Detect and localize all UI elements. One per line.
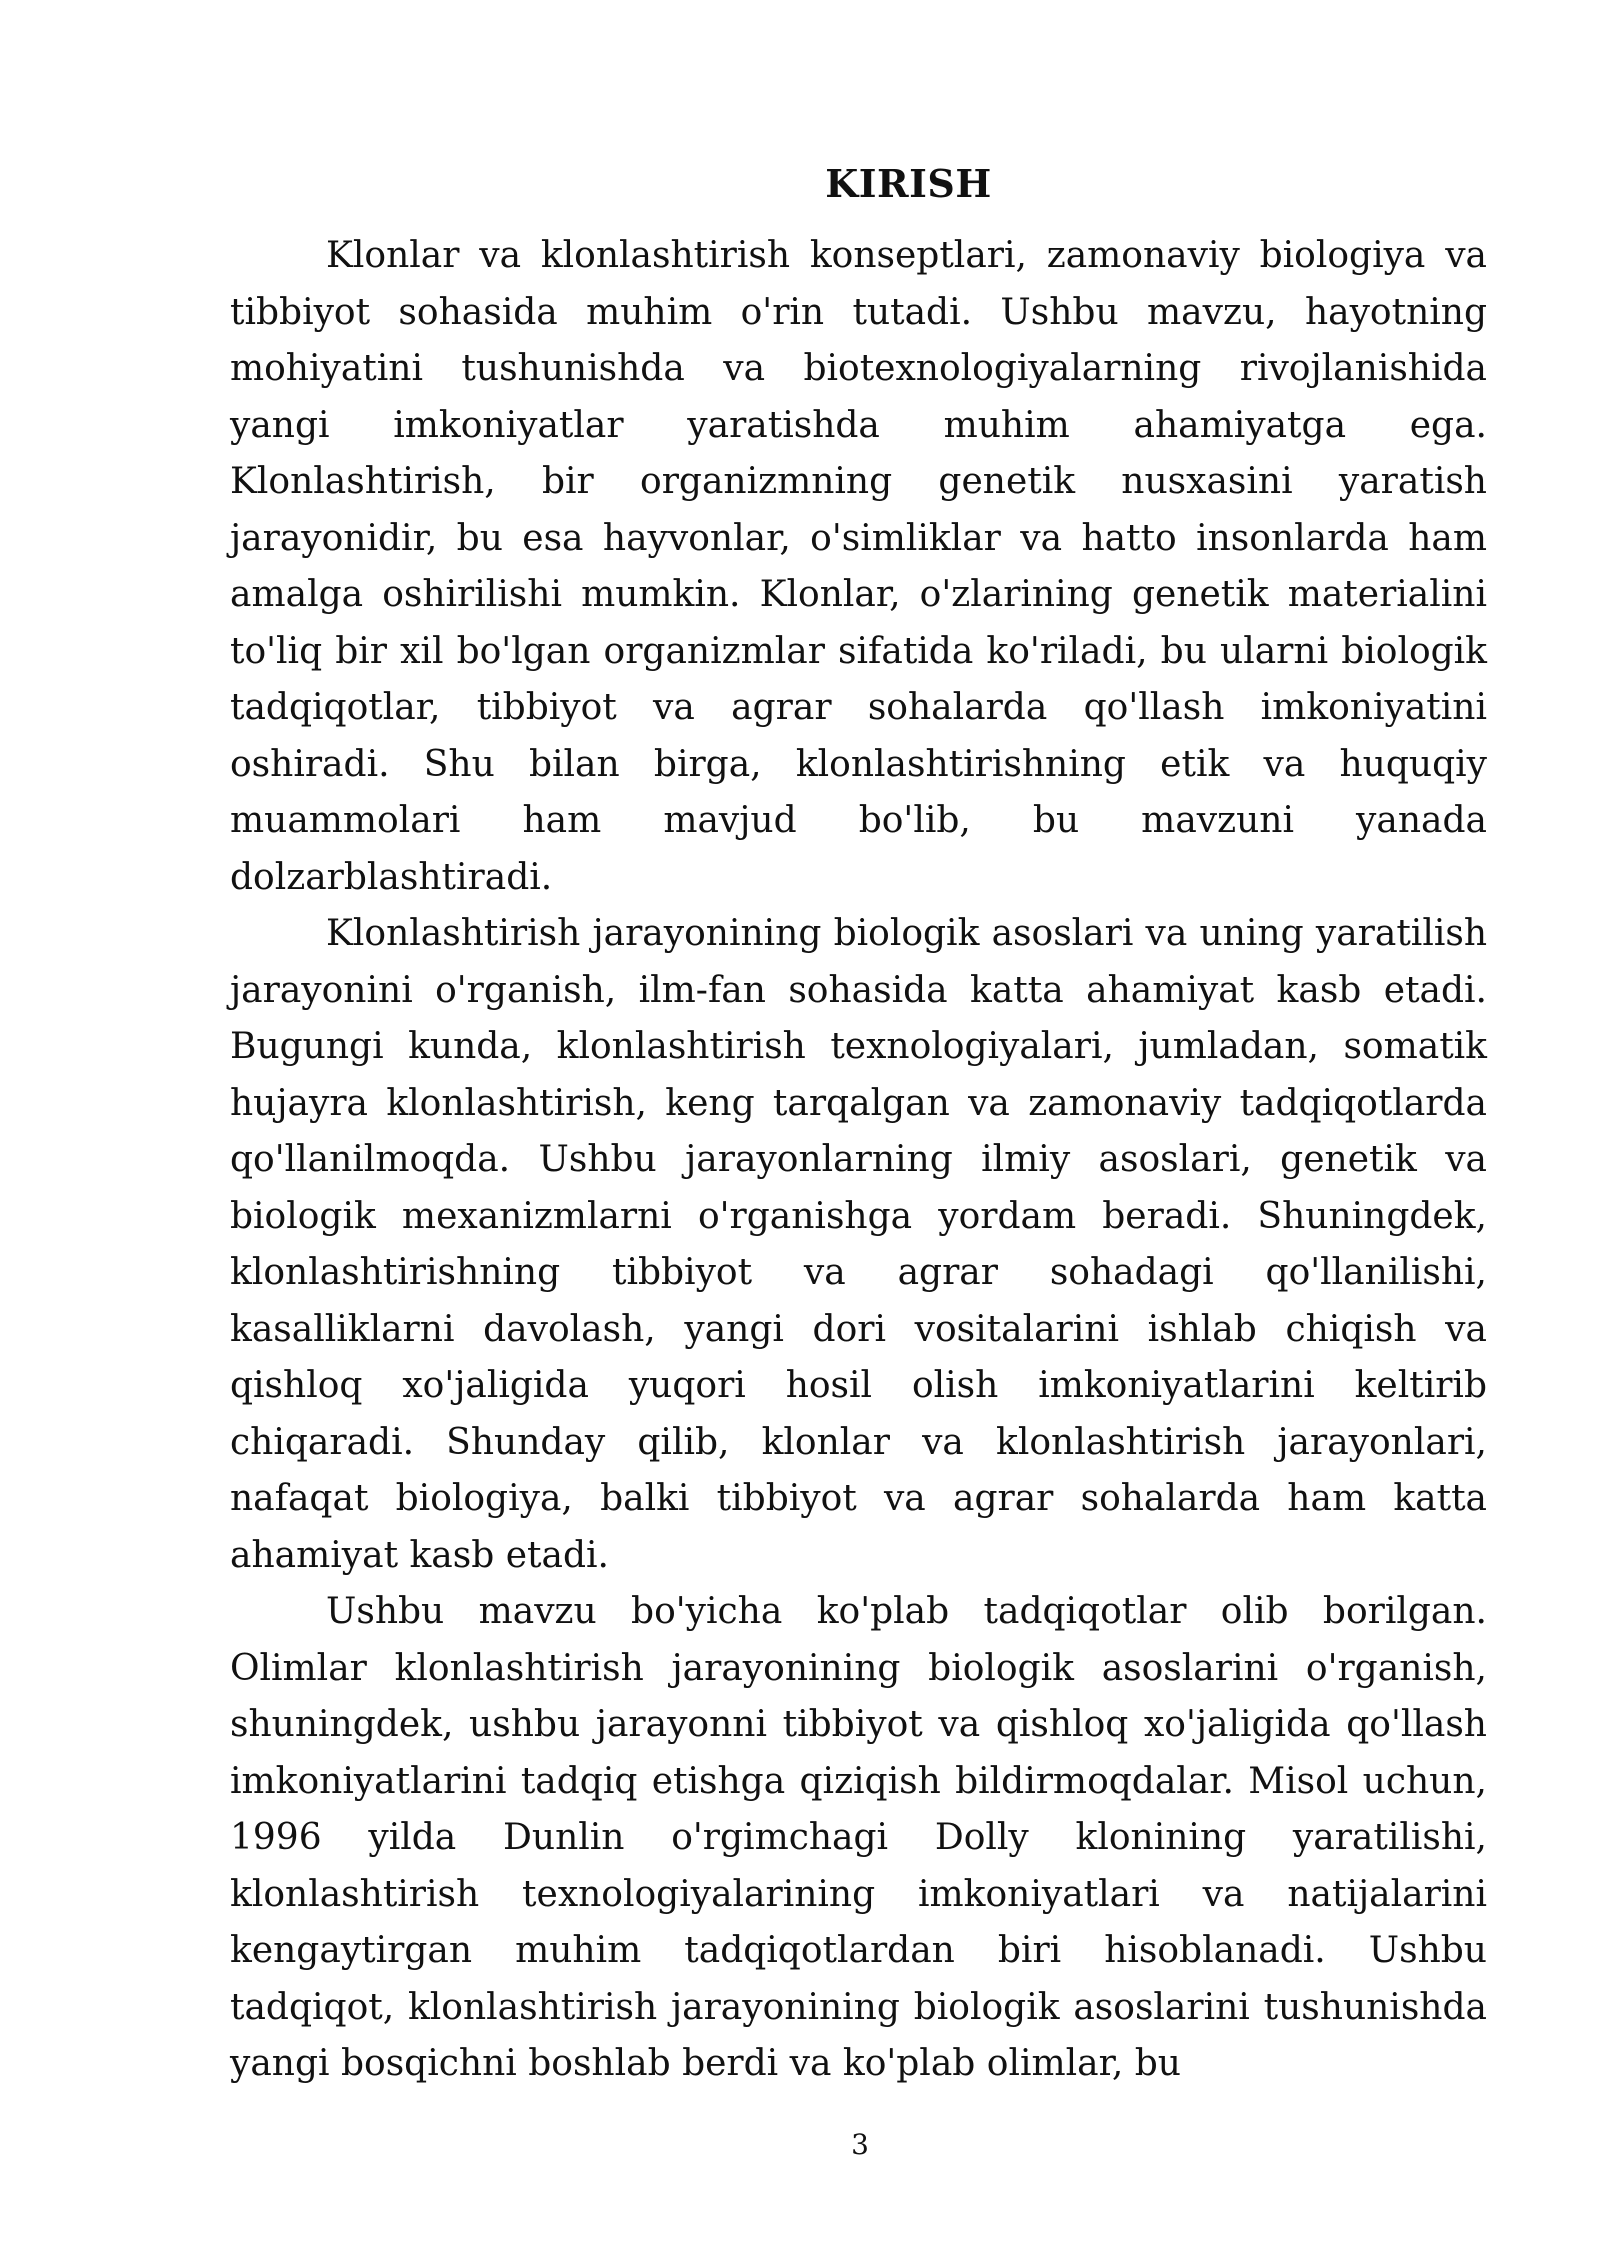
page-number: 3 [851, 2128, 869, 2161]
page-body [230, 156, 1487, 2093]
paragraph: Klonlashtirish jarayonining biologik asoslari va uning yaratilish jarayonini o'rganish, ilm-fan sohasida katta ahamiyat kasb etadi. Bugungi kunda, klonlashtirish texnologiyalari, jumladan, somatik hujayra klonlashtirish, keng tarqalgan va zamonaviy tadqiqotlarda qo'llanilmoqda. Ushbu jarayonlarning ilmiy asoslari, genetik va biologik mexanizmlarni o'rganishga yordam beradi. Shuningdek, klonlashtirishning tibbiyot va agrar sohadagi qo'llanilishi, kasalliklarni davolash, yangi dori vositalarini ishlab chiqish va qishloq xo'jaligida yuqori hosil olish imkoniyatlarini keltirib chiqaradi. Shunday qilib, klonlar va klonlashtirish jarayonlari, nafaqat biologiya, balki tibbiyot va agrar sohalarda ham katta ahamiyat kasb etadi. [230, 913, 1487, 1576]
section-heading: KIRISH [825, 161, 992, 206]
paragraph: Klonlar va klonlashtirish konseptlari, zamonaviy biologiya va tibbiyot sohasida muhim o'rin tutadi. Ushbu mavzu, hayotning mohiyatini tushunishda va biotexnologiyalarning rivojlanishida yangi imkoniyatlar yaratishda muhim ahamiyatga ega. Klonlashtirish, bir organizmning genetik nusxasini yaratish jarayonidir, bu esa hayvonlar, o'simliklar va hatto insonlarda ham amalga oshirilishi mumkin. Klonlar, o'zlarining genetik materialini to'liq bir xil bo'lgan organizmlar sifatida ko'riladi, bu ularni biologik tadqiqotlar, tibbiyot va agrar sohalarda qo'llash imkoniyatini oshiradi. Shu bilan birga, klonlashtirishning etik va huquqiy muammolari ham mavjud bo'lib, bu mavzuni yanada dolzarblashtiradi. [230, 235, 1487, 898]
paragraph: Ushbu mavzu bo'yicha ko'plab tadqiqotlar olib borilgan. Olimlar klonlashtirish jarayonining biologik asoslarini o'rganish, shuningdek, ushbu jarayonni tibbiyot va qishloq xo'jaligida qo'llash imkoniyatlarini tadqiq etishga qiziqish bildirmoqdalar. Misol uchun, 1996 yilda Dunlin o'rgimchagi Dolly klonining yaratilishi, klonlashtirish texnologiyalarining imkoniyatlari va natijalarini kengaytirgan muhim tadqiqotlardan biri hisoblanadi. Ushbu tadqiqot, klonlashtirish jarayonining biologik asoslarini tushunishda yangi bosqichni boshlab berdi va ko'plab olimlar, bu [230, 1591, 1487, 2084]
